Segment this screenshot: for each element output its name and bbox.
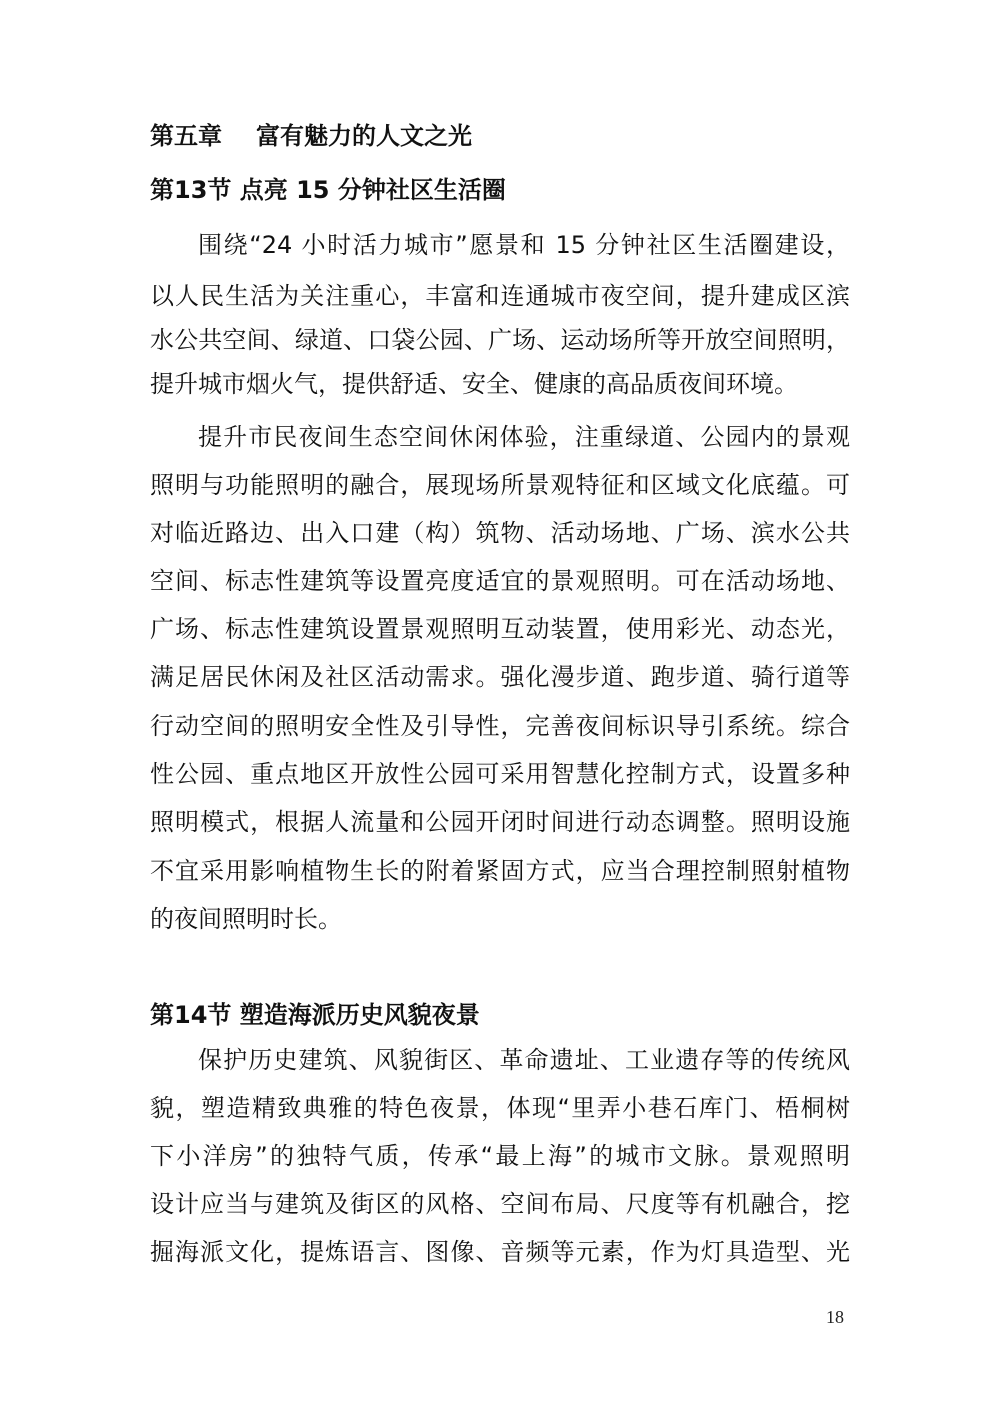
paragraph-line: 围绕“24 小时活力城市”愿景和 15 分钟社区生活圈建设， bbox=[198, 231, 850, 259]
paragraph-line: 掘海派文化，提炼语言、图像、音频等元素，作为灯具造型、光 bbox=[150, 1238, 850, 1266]
paragraph-line: 以人民生活为关注重心，丰富和连通城市夜空间，提升建成区滨 bbox=[150, 282, 850, 310]
chapter-title bbox=[150, 121, 472, 151]
paragraph-line: 下小洋房”的独特气质，传承“最上海”的城市文脉。景观照明 bbox=[150, 1142, 850, 1170]
paragraph-line: 貌，塑造精致典雅的特色夜景，体现“里弄小巷石库门、梧桐树 bbox=[150, 1094, 850, 1122]
paragraph-line: 空间、标志性建筑等设置亮度适宜的景观照明。可在活动场地、 bbox=[150, 567, 850, 595]
paragraph-line: 照明模式，根据人流量和公园开闭时间进行动态调整。照明设施 bbox=[150, 808, 850, 836]
paragraph-line: 照明与功能照明的融合，展现场所景观特征和区域文化底蕴。可 bbox=[150, 471, 850, 499]
paragraph-line: 对临近路边、出入口建（构）筑物、活动场地、广场、滨水公共 bbox=[150, 519, 850, 547]
paragraph-line: 保护历史建筑、风貌街区、革命遗址、工业遗存等的传统风 bbox=[198, 1046, 850, 1074]
paragraph-line: 水公共空间、绿道、口袋公园、广场、运动场所等开放空间照明， bbox=[150, 326, 850, 354]
paragraph-line: 性公园、重点地区开放性公园可采用智慧化控制方式，设置多种 bbox=[150, 760, 850, 788]
section-heading-13: 第13节 点亮 15 分钟社区生活圈 bbox=[150, 176, 506, 204]
section-heading-14: 第14节 塑造海派历史风貌夜景 bbox=[150, 1001, 480, 1029]
chapter-label: 第五章 bbox=[150, 122, 222, 150]
paragraph-line: 提升市民夜间生态空间休闲体验，注重绿道、公园内的景观 bbox=[198, 423, 850, 451]
paragraph-line: 设计应当与建筑及街区的风格、空间布局、尺度等有机融合，挖 bbox=[150, 1190, 850, 1218]
page-number: 18 bbox=[826, 1307, 844, 1327]
paragraph-line: 行动空间的照明安全性及引导性，完善夜间标识导引系统。综合 bbox=[150, 712, 850, 740]
paragraph-line: 广场、标志性建筑设置景观照明互动装置，使用彩光、动态光， bbox=[150, 615, 850, 643]
chapter-name: 富有魅力的人文之光 bbox=[256, 122, 472, 150]
paragraph-line: 不宜采用影响植物生长的附着紧固方式，应当合理控制照射植物 bbox=[150, 857, 850, 885]
paragraph-line: 提升城市烟火气，提供舒适、安全、健康的高品质夜间环境。 bbox=[150, 370, 798, 398]
paragraph-line: 的夜间照明时长。 bbox=[150, 905, 342, 933]
paragraph-line: 满足居民休闲及社区活动需求。强化漫步道、跑步道、骑行道等 bbox=[150, 663, 850, 691]
